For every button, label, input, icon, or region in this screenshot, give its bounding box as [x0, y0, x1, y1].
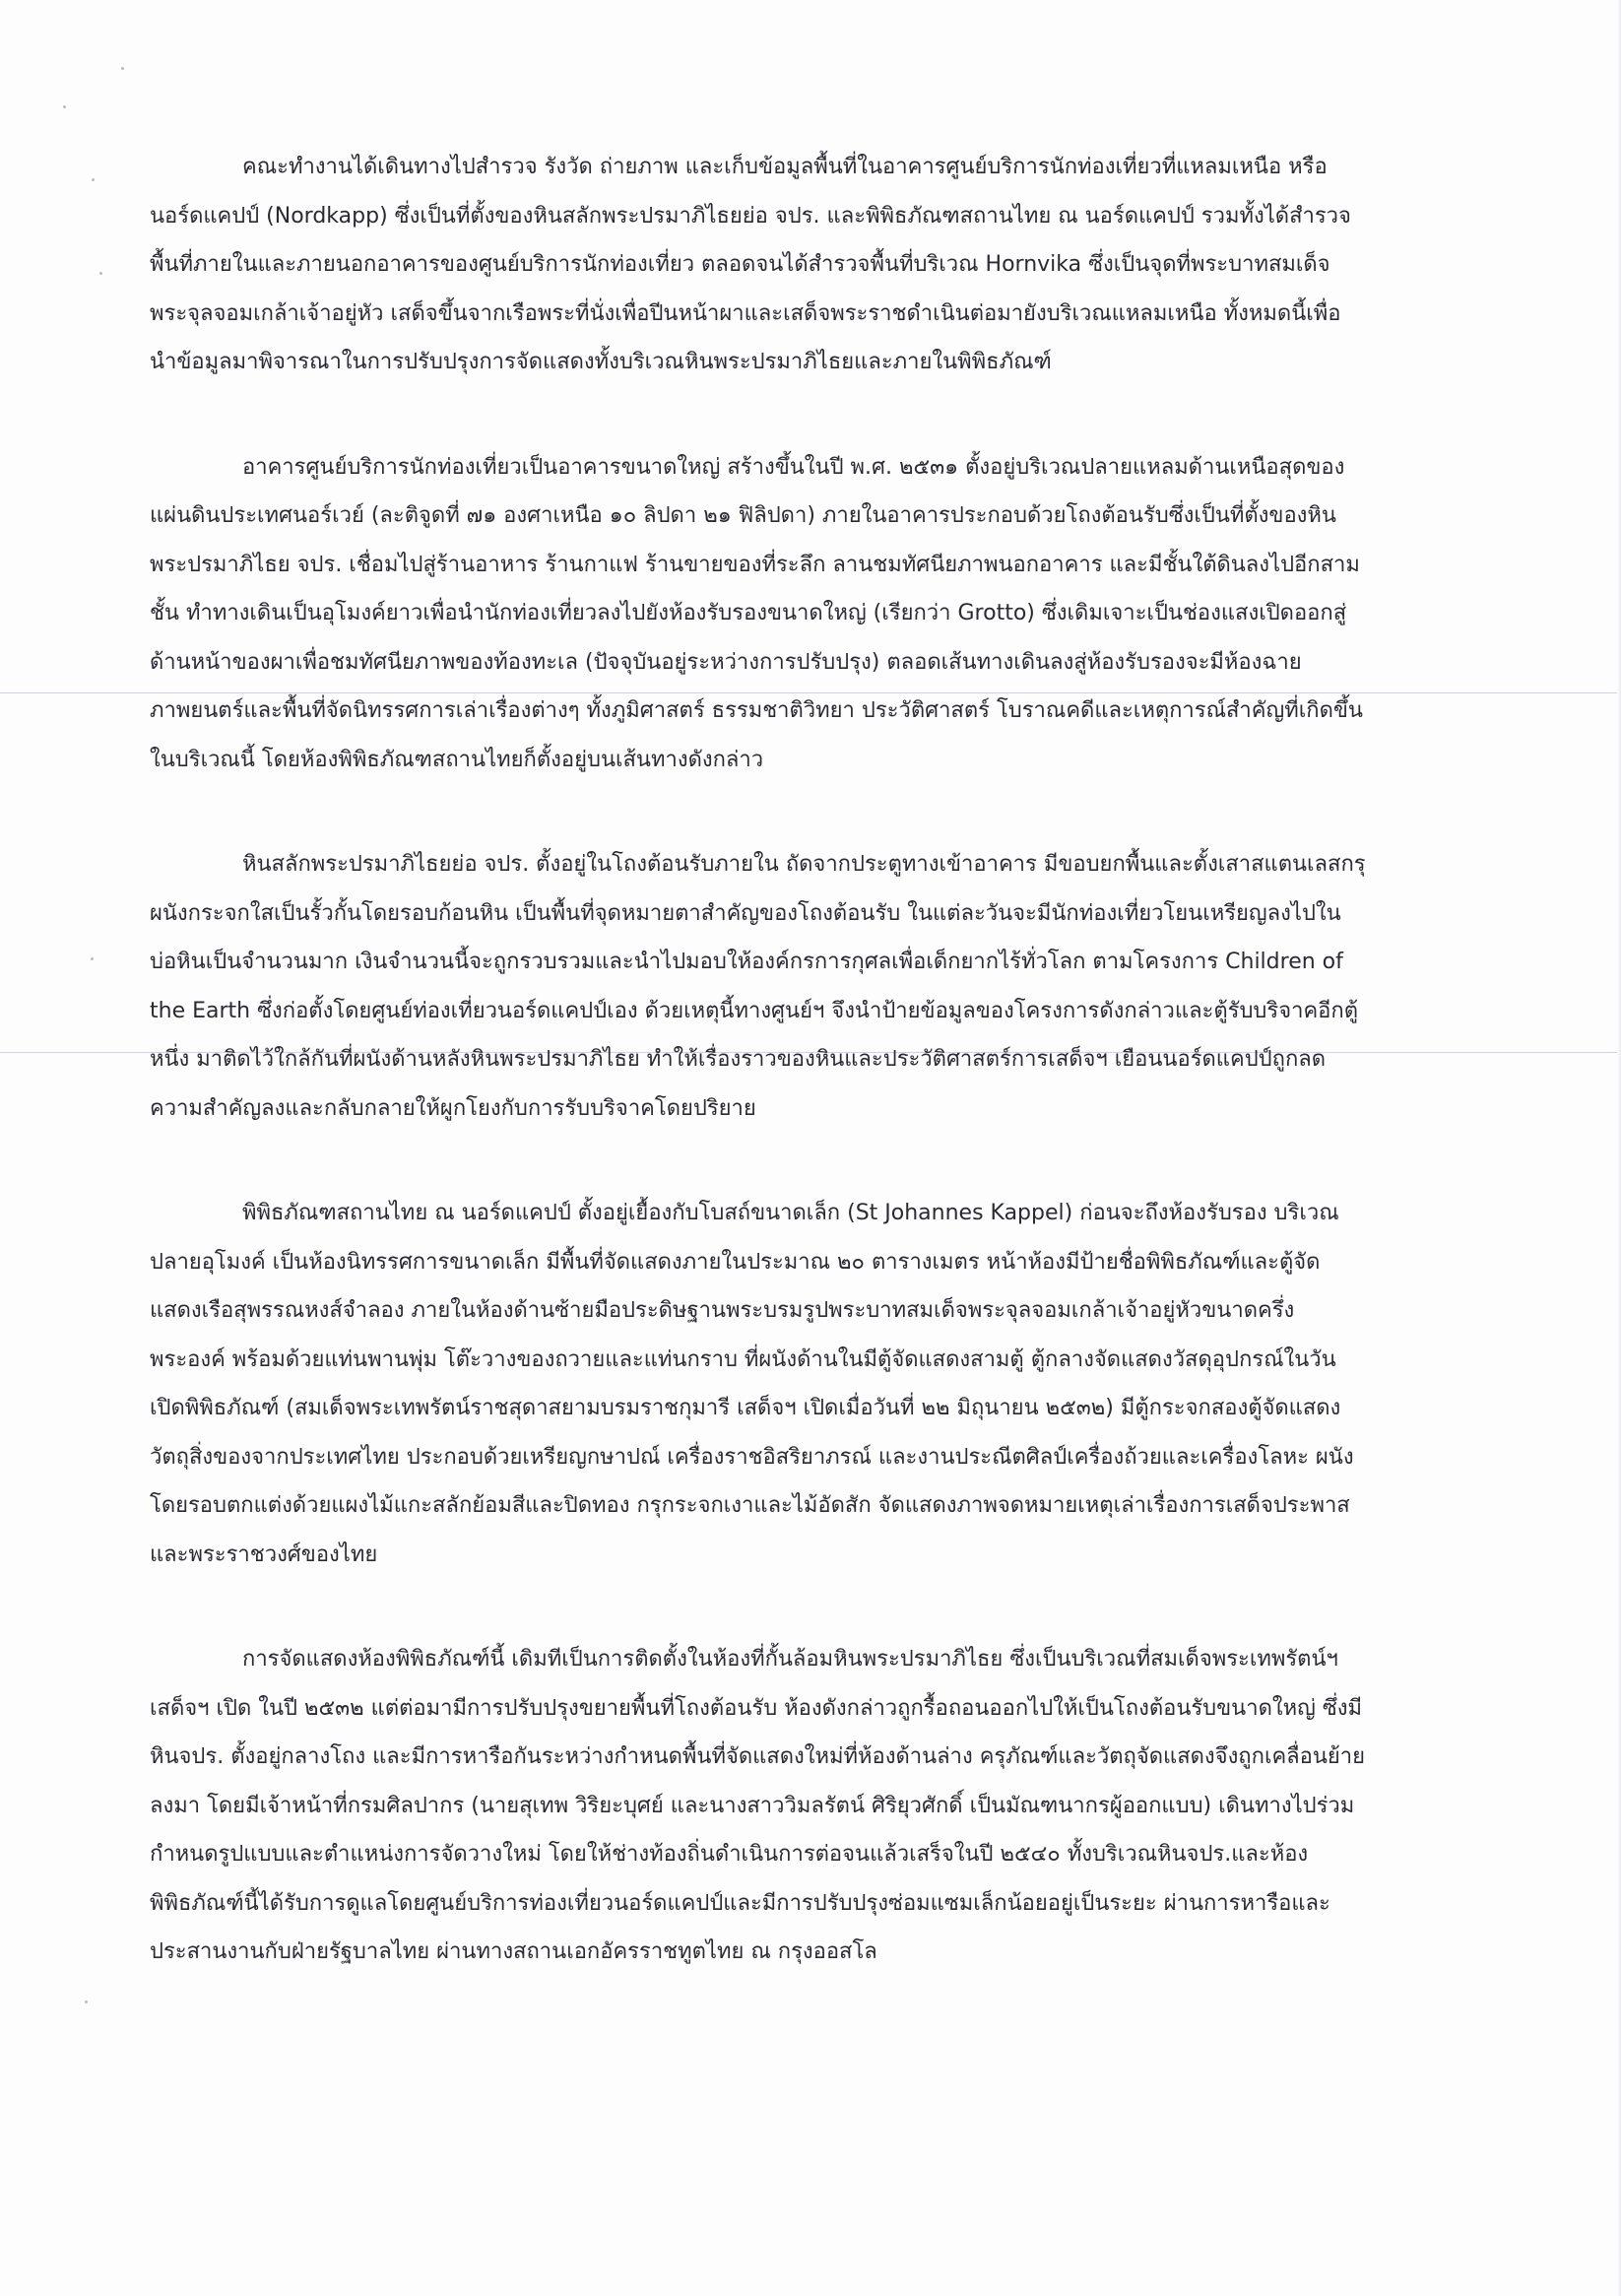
paragraph-line: อาคารศูนย์บริการนักท่องเที่ยวเป็นอาคารขนาดใหญ่ สร้างขึ้นในปี พ.ศ. ๒๕๓๑ ตั้งอยู่บริเวณปลายแหลมด้านเหนือสุดของ: [242, 454, 1345, 480]
paragraph-line: ภาพยนตร์และพื้นที่จัดนิทรรศการเล่าเรื่องต่างๆ ทั้งภูมิศาสตร์ ธรรมชาติวิทยา ประวัติศาสตร์ โบราณคดีและเหตุการณ์สำคัญที่เกิดขึ้น: [150, 698, 1363, 723]
paragraph-line: the Earth ซึ่งก่อตั้งโดยศูนย์ท่องเที่ยวนอร์ดแคปป์เอง ด้วยเหตุนี้ทางศูนย์ฯ จึงนำป้ายข้อมูลของโครงการดังกล่าวและตู้รับบริจาคอีกตู้: [150, 998, 1358, 1023]
paragraph-line: วัตถุสิ่งของจากประเทศไทย ประกอบด้วยเหรียญกษาปณ์ เครื่องราชอิสริยาภรณ์ และงานประณีตศิลป์เครื่องถ้วยและเครื่องโลหะ ผนัง: [150, 1444, 1354, 1470]
paragraph-line: หินจปร. ตั้งอยู่กลางโถง และมีการหารือกันระหว่างกำหนดพื้นที่จัดแสดงใหม่ที่ห้องด้านล่าง ครุภัณฑ์และวัตถุจัดแสดงจึงถูกเคลื่อนย้าย: [150, 1744, 1366, 1769]
paragraph-line: เสด็จฯ เปิด ในปี ๒๕๓๒ แต่ต่อมามีการปรับปรุงขยายพื้นที่โถงต้อนรับ ห้องดังกล่าวถูกรื้อถอนออกไปให้เป็นโถงต้อนรับขนาดใหญ่ ซึ่งมี: [150, 1695, 1363, 1721]
paragraph-line: บ่อหินเป็นจำนวนมาก เงินจำนวนนี้จะถูกรวบรวมและนำไปมอบให้องค์กรการกุศลเพื่อเด็กยากไร้ทั่วโลก ตามโครงการ Children of: [150, 950, 1343, 974]
paragraph-2: [150, 443, 1459, 785]
paragraph-line: การจัดแสดงห้องพิพิธภัณฑ์นี้ เดิมทีเป็นการติดตั้งในห้องที่กั้นล้อมหินพระปรมาภิไธย ซึ่งเป็นบริเวณที่สมเด็จพระเทพรัตน์ฯ: [242, 1647, 1338, 1672]
paragraph-line: ปลายอุโมงค์ เป็นห้องนิทรรศการขนาดเล็ก มีพื้นที่จัดแสดงภายในประมาณ ๒๐ ตารางเมตร หน้าห้องมีป้ายชื่อพิพิธภัณฑ์และตู้จัด: [150, 1249, 1321, 1275]
paragraph-line: นอร์ดแคปป์ (Nordkapp) ซึ่งเป็นที่ตั้งของหินสลักพระปรมาภิไธยย่อ จปร. และพิพิธภัณฑสถานไทย ณ นอร์ดแคปป์ รวมทั้งได้สำรวจ: [150, 203, 1351, 229]
paragraph-line: แผ่นดินประเทศนอร์เวย์ (ละติจูดที่ ๗๑ องศาเหนือ ๑๐ ลิปดา ๒๑ ฟิลิปดา) ภายในอาคารประกอบด้วยโถงต้อนรับซึ่งเป็นที่ตั้งของหิน: [150, 503, 1336, 528]
paragraph-5: [150, 1635, 1459, 1977]
paragraph-line: ด้านหน้าของผาเพื่อชมทัศนียภาพของท้องทะเล (ปัจจุบันอยู่ระหว่างการปรับปรุง) ตลอดเส้นทางเดินลงสู่ห้องรับรองจะมีห้องฉาย: [150, 649, 1302, 675]
paragraph-line: พื้นที่ภายในและภายนอกอาคารของศูนย์บริการนักท่องเที่ยว ตลอดจนได้สำรวจพื้นที่บริเวณ Hornvika ซึ่งเป็นจุดที่พระบาทสมเด็จ: [150, 252, 1330, 277]
paragraph-line: พิพิธภัณฑสถานไทย ณ นอร์ดแคปป์ ตั้งอยู่เยื้องกับโบสถ์ขนาดเล็ก (St Johannes Kappel) ก่อนจะถึงห้องรับรอง บริเวณ: [242, 1201, 1339, 1225]
paragraph-line: และพระราชวงศ์ของไทย: [150, 1542, 378, 1567]
scan-speck: [63, 105, 66, 108]
paragraph-line: หนึ่ง มาติดไว้ใกล้กันที่ผนังด้านหลังหินพระปรมาภิไธย ทำให้เรื่องราวของหินและประวัติศาสตร์การเสด็จฯ เยือนนอร์ดแคปป์ถูกลด: [150, 1047, 1327, 1072]
paragraph-line: ผนังกระจกใสเป็นรั้วกั้นโดยรอบก้อนหิน เป็นพื้นที่จุดหมายตาสำคัญของโถงต้อนรับ ในแต่ละวันจะมีนักท่องเที่ยวโยนเหรียญลงไปใน: [150, 900, 1341, 926]
scan-speck: [91, 957, 94, 960]
paragraph-line: พิพิธภัณฑ์นี้ได้รับการดูแลโดยศูนย์บริการท่องเที่ยวนอร์ดแคปป์และมีการปรับปรุงซ่อมแซมเล็กน้อยอยู่เป็นระยะ ผ่านการหารือและ: [150, 1890, 1330, 1916]
paragraph-line: พระจุลจอมเกล้าเจ้าอยู่หัว เสด็จขึ้นจากเรือพระที่นั่งเพื่อปีนหน้าผาและเสด็จพระราชดำเนินต่อมายังบริเวณแหลมเหนือ ทั้งหมดนี้เพื่อ: [150, 300, 1341, 326]
paragraph-4: [150, 1189, 1459, 1579]
paragraph-line: พระองค์ พร้อมด้วยแท่นพานพุ่ม โต๊ะวางของถวายและแท่นกราบ ที่ผนังด้านในมีตู้จัดแสดงสามตู้ ตู้กลางจัดแสดงวัสดุอุปกรณ์ในวัน: [150, 1346, 1336, 1372]
body-text: [150, 143, 1459, 2025]
paragraph-line: ลงมา โดยมีเจ้าหน้าที่กรมศิลปากร (นายสุเทพ วิริยะบุศย์ และนางสาววิมลรัตน์ ศิริยุวศักดิ์ เป็นมัณฑนากรผู้ออกแบบ) เดินทางไปร่วม: [150, 1793, 1355, 1818]
paragraph-line: แสดงเรือสุพรรณหงส์จำลอง ภายในห้องด้านซ้ายมือประดิษฐานพระบรมรูปพระบาทสมเด็จพระจุลจอมเกล้าเจ้าอยู่หัวขนาดครึ่ง: [150, 1298, 1295, 1323]
paragraph-line: พระปรมาภิไธย จปร. เชื่อมไปสู่ร้านอาหาร ร้านกาแฟ ร้านขายของที่ระลึก ลานชมทัศนียภาพนอกอาคาร และมีชั้นใต้ดินลงไปอีกสาม: [150, 552, 1360, 577]
paragraph-line: หินสลักพระปรมาภิไธยย่อ จปร. ตั้งอยู่ในโถงต้อนรับภายใน ถัดจากประตูทางเข้าอาคาร มีขอบยกพื้นและตั้งเสาสแตนเลสกรุ: [242, 852, 1366, 877]
scan-speck: [85, 2001, 88, 2003]
paragraph-line: ในบริเวณนี้ โดยห้องพิพิธภัณฑสถานไทยก็ตั้งอยู่บนเส้นทางดังกล่าว: [150, 747, 764, 772]
scan-speck: [121, 67, 124, 70]
scan-page-edge: [1617, 0, 1621, 2296]
paragraph-line: ประสานงานกับฝ่ายรัฐบาลไทย ผ่านทางสถานเอกอัครราชทูตไทย ณ กรุงออสโล: [150, 1939, 877, 1964]
paragraph-line: นำข้อมูลมาพิจารณาในการปรับปรุงการจัดแสดงทั้งบริเวณหินพระปรมาภิไธยและภายในพิพิธภัณฑ์: [150, 350, 1052, 374]
paragraph-line: โดยรอบตกแต่งด้วยแผงไม้แกะสลักย้อมสีและปิดทอง กรุกระจกเงาและไม้อัดสัก จัดแสดงภาพจดหมายเหตุเล่าเรื่องการเสด็จประพาส: [150, 1493, 1350, 1518]
paragraph-1: [150, 143, 1459, 387]
paragraph-line: ชั้น ทำทางเดินเป็นอุโมงค์ยาวเพื่อนำนักท่องเที่ยวลงไปยังห้องรับรองขนาดใหญ่ (เรียกว่า Grotto) ซึ่งเดิมเจาะเป็นช่องแสงเปิดออกสู่: [150, 601, 1347, 625]
paragraph-line: ความสำคัญลงและกลับกลายให้ผูกโยงกับการรับบริจาคโดยปริยาย: [150, 1095, 756, 1121]
paragraph-line: กำหนดรูปแบบและตำแหน่งการจัดวางใหม่ โดยให้ช่างท้องถิ่นดำเนินการต่อจนแล้วเสร็จในปี ๒๕๔๐ ทั้งบริเวณหินจปร.และห้อง: [150, 1842, 1309, 1867]
paragraph-line: เปิดพิพิธภัณฑ์ (สมเด็จพระเทพรัตน์ราชสุดาสยามบรมราชกุมารี เสด็จฯ เปิดเมื่อวันที่ ๒๒ มิถุนายน ๒๕๓๒) มีตู้กระจกสองตู้จัดแสดง: [150, 1396, 1341, 1420]
paragraph-3: [150, 840, 1459, 1133]
scan-speck: [92, 178, 95, 181]
scan-speck: [99, 272, 102, 275]
paragraph-line: คณะทำงานได้เดินทางไปสำรวจ รังวัด ถ่ายภาพ และเก็บข้อมูลพื้นที่ในอาคารศูนย์บริการนักท่องเที่ยวที่แหลมเหนือ หรือ: [242, 155, 1328, 179]
